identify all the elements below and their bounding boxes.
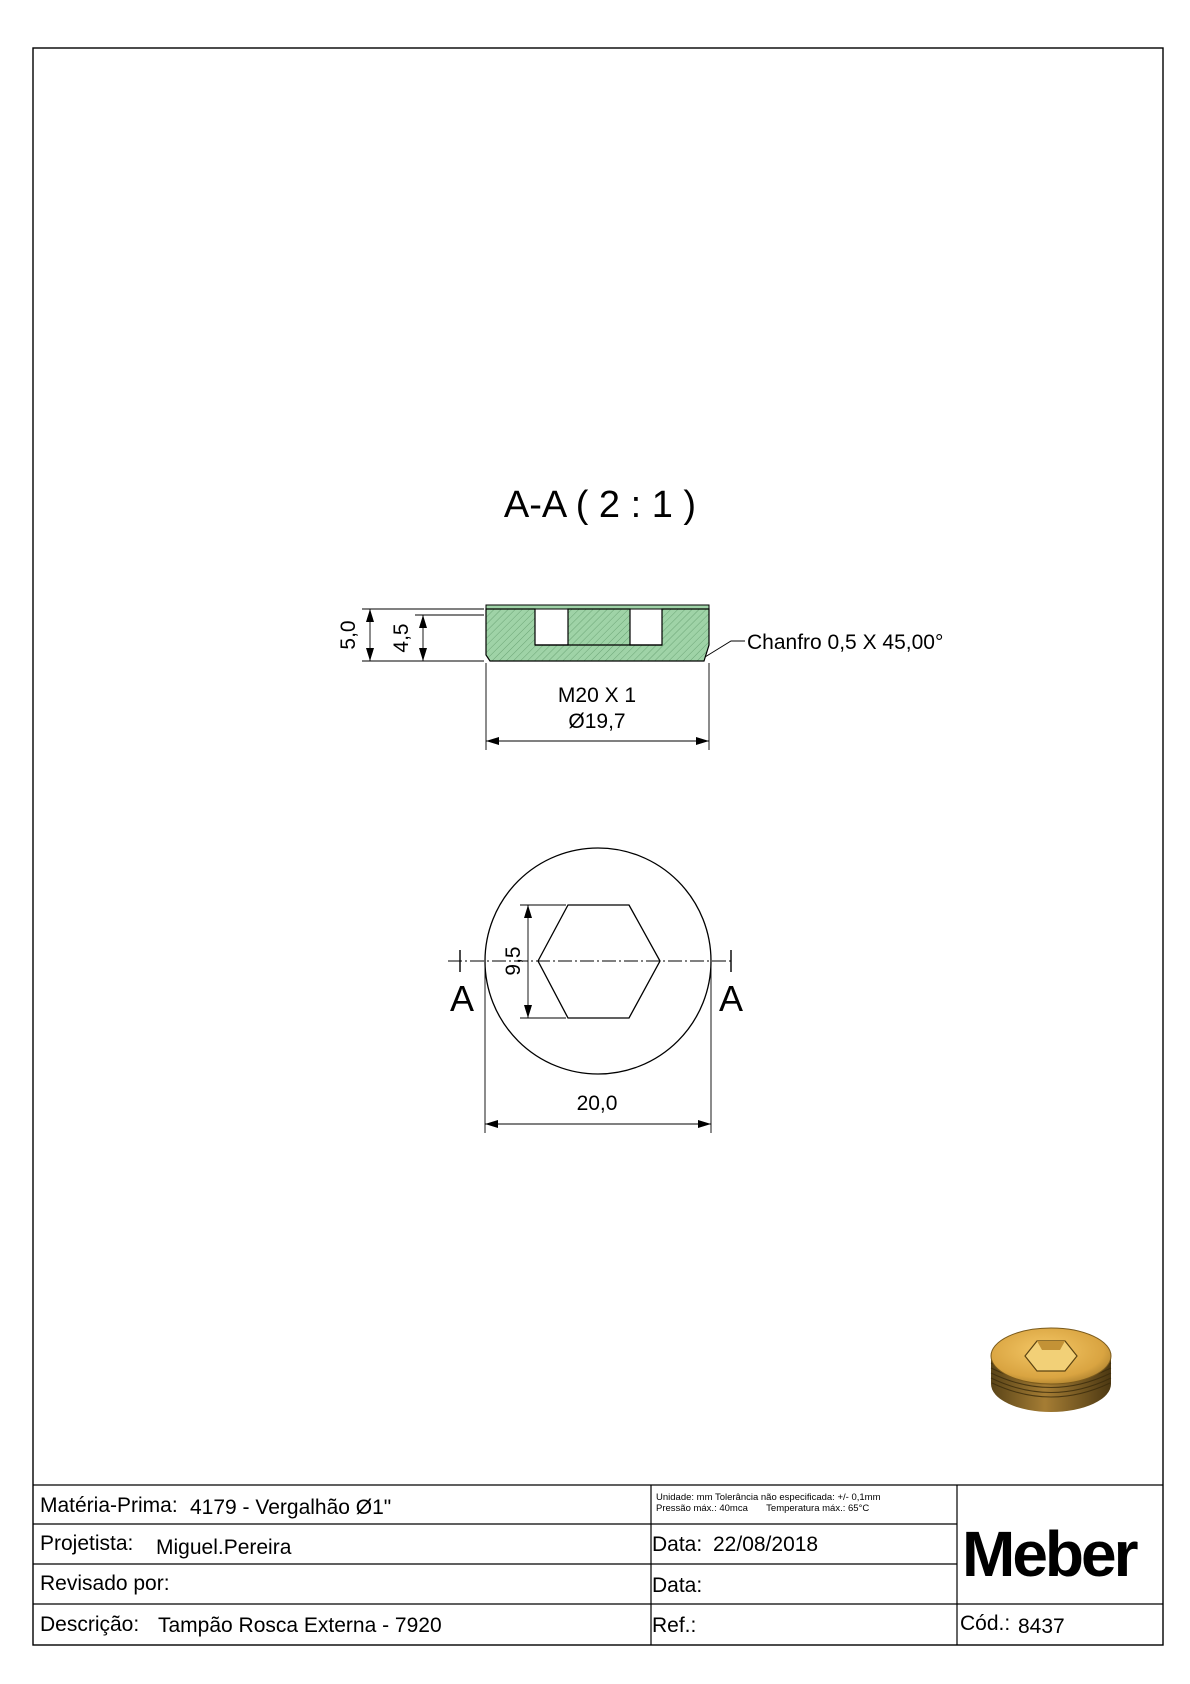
dim-arrow	[419, 648, 427, 661]
dim-arrow	[486, 737, 499, 745]
materia-prima-value: 4179 - Vergalhão Ø1"	[190, 1496, 392, 1519]
dim-arrow	[696, 737, 709, 745]
dim-hex-size: 9,5	[502, 946, 525, 976]
projetista-label: Projetista:	[40, 1532, 134, 1555]
ref-label: Ref.:	[652, 1614, 697, 1637]
cod-label: Cód.:	[960, 1612, 1011, 1635]
dim-arrow	[698, 1120, 711, 1128]
data-revision-label: Data:	[652, 1574, 703, 1597]
dim-outer-diameter: 20,0	[576, 1092, 618, 1115]
section-body-left	[486, 609, 709, 661]
dim-arrow	[366, 609, 374, 622]
dim-height-inner: 4,5	[390, 623, 413, 653]
section-view	[337, 605, 943, 750]
projetista-value: Miguel.Pereira	[156, 1536, 292, 1559]
descricao-value: Tampão Rosca Externa - 7920	[158, 1614, 442, 1637]
descricao-label: Descrição:	[40, 1613, 140, 1636]
dim-thread: M20 X 1	[557, 684, 637, 707]
hex-socket	[538, 905, 660, 1018]
revisado-label: Revisado por:	[40, 1572, 170, 1595]
section-marker-left: A	[449, 978, 475, 1019]
data-label: Data:	[652, 1533, 703, 1556]
dim-arrow	[419, 615, 427, 628]
section-marker-right: A	[718, 978, 744, 1019]
front-view	[448, 848, 743, 1133]
notes-line-1: Unidade: mm Tolerância não especificada: +/- 0,1mm	[656, 1492, 881, 1503]
company-logo: Meber	[962, 1518, 1136, 1590]
section-title: A-A ( 2 : 1 )	[503, 484, 697, 526]
materia-prima-label: Matéria-Prima:	[40, 1494, 178, 1517]
chamfer-leader	[705, 641, 745, 657]
cod-value: 8437	[1018, 1615, 1065, 1638]
dim-arrow	[485, 1120, 498, 1128]
dim-arrow	[524, 905, 532, 918]
dim-height-total: 5,0	[337, 620, 360, 650]
notes-line-2: Pressão máx.: 40mca Temperatura máx.: 65°C	[656, 1503, 870, 1514]
chamfer-note: Chanfro 0,5 X 45,00°	[747, 631, 944, 654]
dim-arrow	[524, 1005, 532, 1018]
dim-arrow	[366, 648, 374, 661]
dim-thread-diameter: Ø19,7	[568, 710, 626, 733]
part-3d-render	[991, 1328, 1111, 1412]
sheet-border	[33, 48, 1163, 1645]
data-value: 22/08/2018	[713, 1533, 819, 1556]
